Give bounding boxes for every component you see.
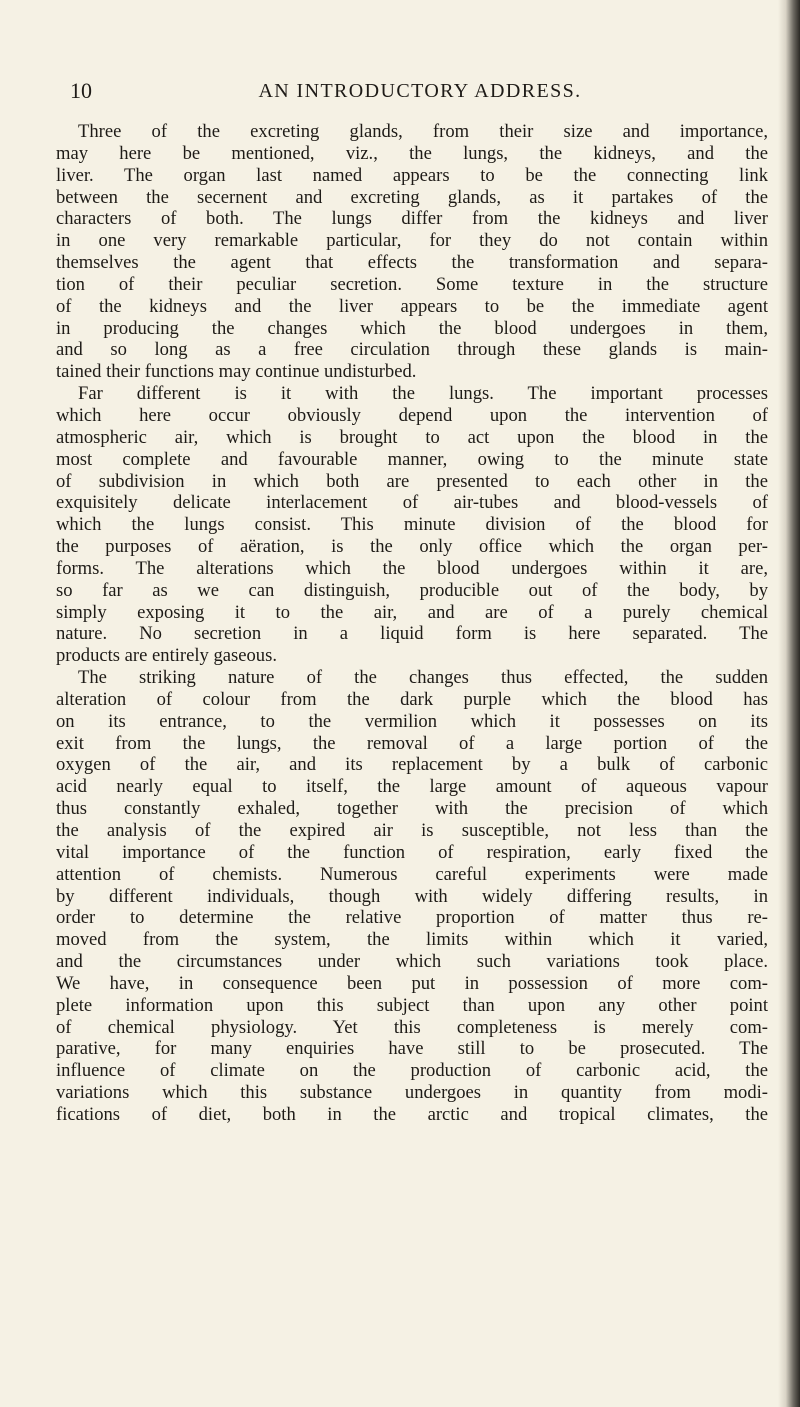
text-line: on its entrance, to the vermilion which it possesses on its bbox=[56, 710, 768, 732]
book-spine-shadow bbox=[778, 0, 800, 1407]
text-line: exquisitely delicate interlacement of air-tubes and blood-vessels of bbox=[56, 492, 768, 514]
text-line: plete information upon this subject than upon any other point bbox=[56, 994, 768, 1016]
text-line: simply exposing it to the air, and are of a purely chemical bbox=[56, 601, 768, 623]
text-line: and so long as a free circulation through these glands is main- bbox=[56, 339, 768, 361]
text-line: Far different is it with the lungs. The important processes bbox=[78, 383, 768, 405]
text-line: parative, for many enquiries have still to be prosecuted. The bbox=[56, 1038, 768, 1060]
text-line: The striking nature of the changes thus effected, the sudden bbox=[78, 667, 768, 689]
text-line: vital importance of the function of respiration, early fixed the bbox=[56, 841, 768, 863]
text-line: so far as we can distinguish, producible out of the body, by bbox=[56, 579, 768, 601]
text-line: the purposes of aëration, is the only office which the organ per- bbox=[56, 536, 768, 558]
body-text bbox=[56, 121, 768, 1126]
text-line: the analysis of the expired air is susceptible, not less than the bbox=[56, 820, 768, 841]
text-line: of the kidneys and the liver appears to be the immediate agent bbox=[56, 295, 768, 317]
text-line: variations which this substance undergoes in quantity from modi- bbox=[56, 1082, 768, 1104]
text-line: Three of the excreting glands, from their size and importance, bbox=[78, 121, 768, 142]
running-head: AN INTRODUCTORY ADDRESS. bbox=[258, 80, 582, 102]
text-line: thus constantly exhaled, together with the precision of which bbox=[56, 798, 768, 820]
text-line: by different individuals, though with widely differing results, in bbox=[56, 885, 768, 907]
text-line: tained their functions may continue undisturbed. bbox=[56, 361, 417, 383]
page-header bbox=[70, 76, 770, 106]
text-line: liver. The organ last named appears to be the connecting link bbox=[56, 164, 768, 186]
text-line: themselves the agent that effects the transformation and separa- bbox=[56, 252, 768, 274]
text-line: most complete and favourable manner, owing to the minute state bbox=[56, 448, 768, 470]
text-line: between the secernent and excreting glands, as it partakes of the bbox=[56, 186, 768, 208]
text-line: which the lungs consist. This minute division of the blood for bbox=[56, 514, 768, 536]
text-line: in producing the changes which the blood undergoes in them, bbox=[56, 317, 768, 339]
text-line: in one very remarkable particular, for they do not contain within bbox=[56, 230, 768, 252]
text-line: characters of both. The lungs differ from the kidneys and liver bbox=[56, 208, 768, 230]
text-line: exit from the lungs, the removal of a large portion of the bbox=[56, 732, 768, 754]
text-line: of chemical physiology. Yet this completeness is merely com- bbox=[56, 1016, 768, 1038]
text-line: forms. The alterations which the blood undergoes within it are, bbox=[56, 557, 768, 579]
text-line: acid nearly equal to itself, the large amount of aqueous vapour bbox=[56, 776, 768, 798]
text-line: oxygen of the air, and its replacement by a bulk of carbonic bbox=[56, 754, 768, 776]
text-line: nature. No secretion in a liquid form is here separated. The bbox=[56, 623, 768, 645]
text-line: atmospheric air, which is brought to act upon the blood in the bbox=[56, 426, 768, 448]
text-line: of subdivision in which both are presented to each other in the bbox=[56, 470, 768, 492]
page-number: 10 bbox=[70, 78, 92, 103]
text-line: may here be mentioned, viz., the lungs, the kidneys, and the bbox=[56, 142, 768, 164]
text-line: moved from the system, the limits within which it varied, bbox=[56, 929, 768, 951]
text-line: which here occur obviously depend upon the intervention of bbox=[56, 404, 768, 426]
text-line: attention of chemists. Numerous careful experiments were made bbox=[56, 863, 768, 885]
text-line: tion of their peculiar secretion. Some texture in the structure bbox=[56, 273, 768, 295]
text-line: order to determine the relative proportion of matter thus re- bbox=[56, 907, 768, 929]
text-line: influence of climate on the production of carbonic acid, the bbox=[56, 1060, 768, 1082]
text-line: and the circumstances under which such variations took place. bbox=[56, 951, 768, 973]
text-line: We have, in consequence been put in possession of more com- bbox=[56, 972, 768, 994]
text-line: fications of diet, both in the arctic and tropical climates, the bbox=[56, 1103, 768, 1125]
text-line: alteration of colour from the dark purple which the blood has bbox=[56, 688, 768, 710]
text-line: products are entirely gaseous. bbox=[56, 645, 277, 667]
